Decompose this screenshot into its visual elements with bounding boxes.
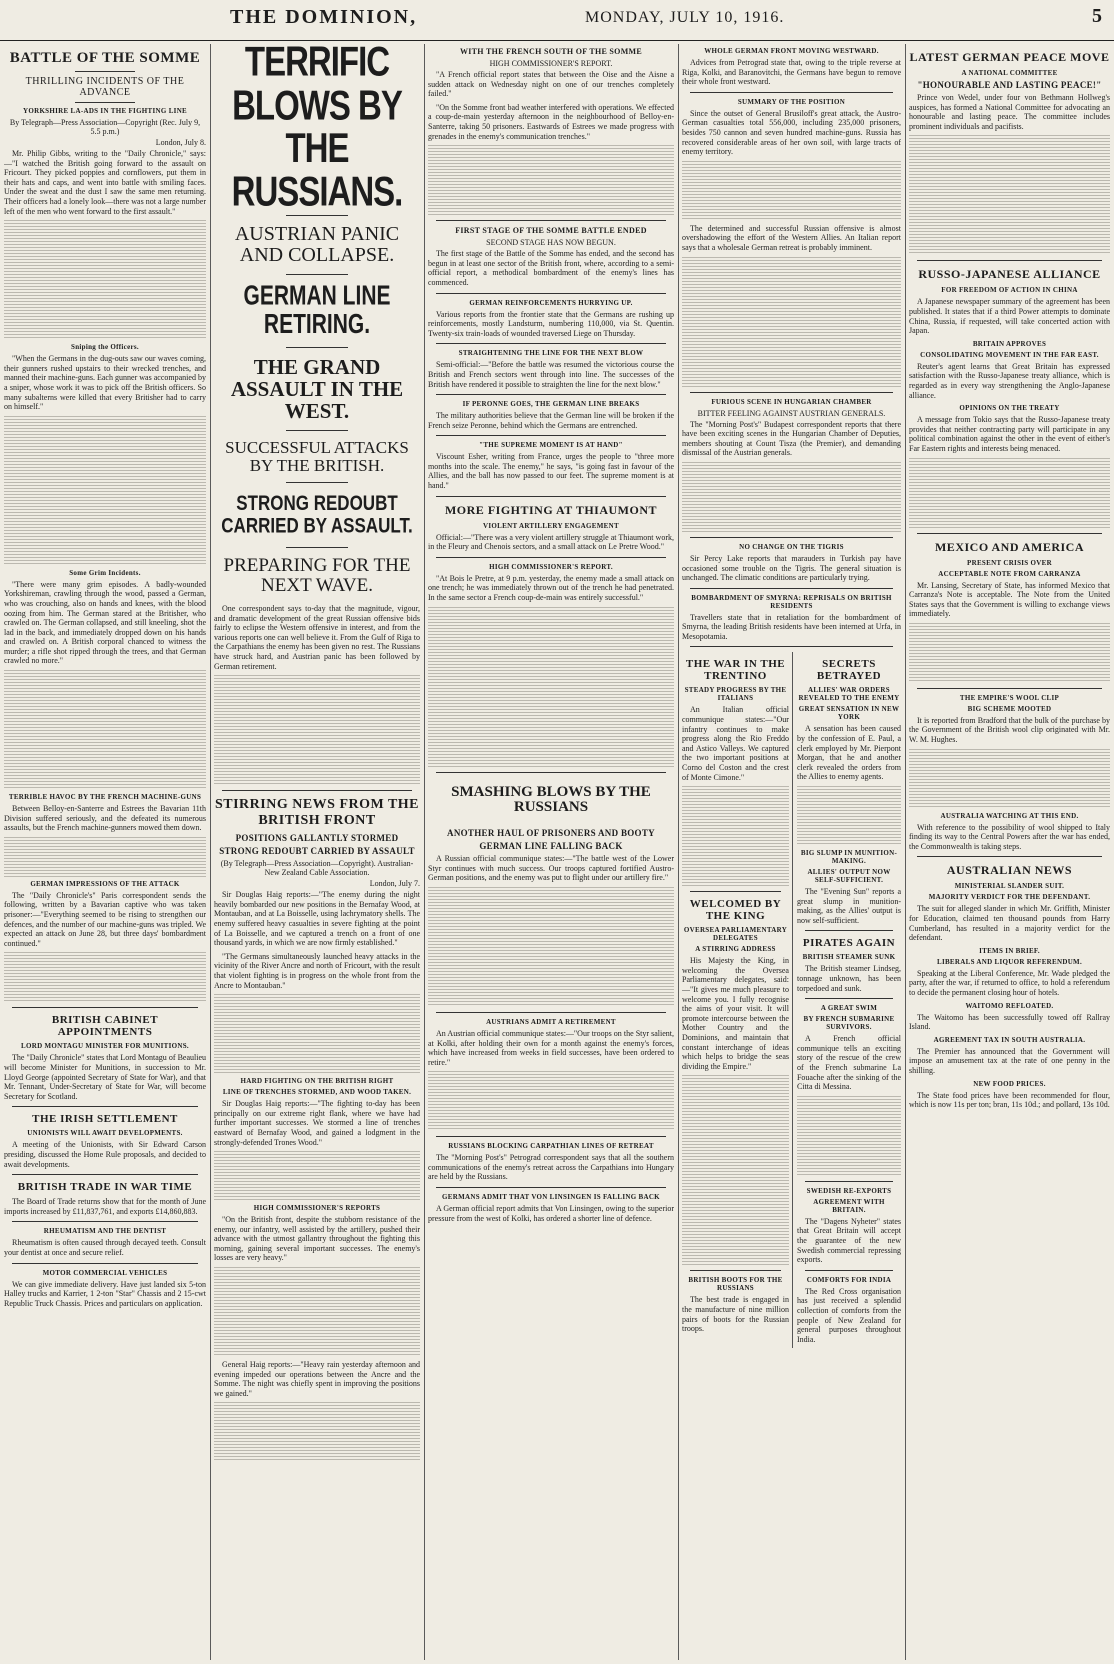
body-text-block: [214, 1402, 420, 1462]
article-paragraph: Sir Douglas Haig reports:—"The fighting to-day has been principally on our extreme right flank, where we have had further important successes. We stormed a line of trenches eastward of Bernafay Wood, and gained a lodgment in the strongly-defended Trones Wood.": [214, 1099, 420, 1147]
article-paragraph: Mr. Lansing, Secretary of State, has informed Mexico that Carranza's Note is acceptable. The Note from the United States says that the Government is willing to exchange views immediately.: [909, 580, 1110, 619]
article-paragraph: A meeting of the Unionists, with Sir Edward Carson presiding, discussed the Home Rule proposals, and decided to await developments.: [4, 1140, 206, 1169]
subhead: SECOND STAGE HAS NOW BEGUN.: [486, 238, 616, 248]
column-rule: [210, 44, 211, 1660]
divider: [12, 1263, 198, 1264]
article-paragraph: One correspondent says to-day that the magnitude, vigour, and dramatic development of the great Russian offensive bids fairly to eclipse the Western offensive in interest, and from the various reports one can well believe it. From the Gulf of Riga to the Carpathians the enemy has been given no rest. The Russians have struck hard, and Austrian panic has been followed by German retirement.: [214, 604, 420, 671]
column-5: [909, 44, 1110, 1660]
article-paragraph: A Russian official communique states:—"The battle west of the Lower Styr continues with much success. Our troops captured fortified Austro-German positions, and the enemy was put to flight under our artillery fire.": [428, 854, 674, 883]
article-paragraph: The "Dagens Nyheter" states that Great Britain will accept the guarantee of the new Swedish commercial repressing exports.: [796, 1216, 901, 1265]
headline: SUCCESSFUL ATTACKS BY THE BRITISH.: [225, 437, 409, 475]
article-paragraph: Mr. Philip Gibbs, writing to the "Daily Chronicle," says:—"I watched the British going forward to the assault on Fricourt. They picked poppies and cornflowers, put them in their hats and caps, and went into battle with smiling faces. Under the sweat and the dust I saw the same men returning. Their officers had a lonely look—there was not a large number left of the men who went forward to the first assault.": [4, 149, 206, 216]
article-paragraph: Speaking at the Liberal Conference, Mr. Wade pledged the party, after the war, if returned to office, to hold a referendum to decide the permanent closing hour of hotels.: [909, 968, 1110, 997]
article-paragraph: A Japanese newspaper summary of the agreement has been published. It states that if a third Power attempts to dominate China, Russia, if requested, will take concerted action with Japan.: [909, 297, 1110, 336]
subhead: ALLIES' WAR ORDERS REVEALED TO THE ENEMY: [798, 686, 900, 703]
divider: [12, 1174, 198, 1175]
headline: SECRETS BETRAYED: [816, 658, 882, 683]
divider: [690, 537, 893, 538]
article-paragraph: The Waitomo has been successfully towed off Rallray Island.: [909, 1012, 1110, 1032]
subhead: MAJORITY VERDICT FOR THE DEFENDANT.: [928, 893, 1091, 902]
column-1: [4, 44, 206, 1660]
headline: BRITISH TRADE IN WAR TIME: [17, 1181, 193, 1194]
subhead: POSITIONS GALLANTLY STORMED: [235, 833, 399, 844]
article-paragraph: Rheumatism is often caused through decayed teeth. Consult your dentist at once and secure relief.: [4, 1238, 206, 1257]
divider: [690, 588, 893, 589]
article-paragraph: The "Evening Sun" reports a great slump in munition-making, as the Allies' output is now self-sufficient.: [796, 887, 901, 925]
article-paragraph: "On the Somme front bad weather interfered with operations. We effected a coup-de-main yesterday afternoon in the neighbourhood of Belloy-en-Santerre, taking 50 prisoners. Eastwards of Estrees we made progress with grenades in the enemy's communication trenches.": [428, 102, 674, 141]
column-4: [682, 44, 901, 1660]
column-3: [428, 44, 674, 1660]
subhead: Some Grim Incidents.: [69, 568, 141, 577]
article-paragraph: The "Daily Chronicle" states that Lord Montagu of Beaulieu will become Minister for Munitions, in succession to Mr. Lloyd George (appointed Secretary of State for War), and that Mr. Tennant, Under-Secretary of State for War, will become Secretary for Scotland.: [4, 1053, 206, 1101]
subhead: STEADY PROGRESS BY THE ITALIANS: [684, 686, 787, 703]
divider: [286, 482, 348, 483]
divider: [690, 392, 893, 393]
body-text-block: [682, 462, 901, 532]
subhead: PRESENT CRISIS OVER: [967, 558, 1052, 567]
subhead: OPINIONS ON THE TREATY: [959, 404, 1060, 413]
subhead: ALLIES' OUTPUT NOW SELF-SUFFICIENT.: [807, 868, 891, 885]
headline: AUSTRIAN PANIC AND COLLAPSE.: [234, 222, 400, 266]
subhead: IF PERONNE GOES, THE GERMAN LINE BREAKS: [462, 400, 640, 409]
subhead: HIGH COMMISSIONER'S REPORT.: [489, 562, 613, 571]
article-paragraph: Semi-official:—"Before the battle was resumed the victorious course the British and French sectors went through into line. The successes of the British have rendered it possible to straighten the line for the next blow.": [428, 360, 674, 389]
article-paragraph: A French official communique tells an exciting story of the rescue of the crew of the French submarine La Fouache after the sinking of the Citta di Messina.: [796, 1034, 901, 1092]
article-paragraph: His Majesty the King, in welcoming the Oversea Parliamentary delegates, said:—"It gives me much pleasure to welcome you. I fully recognise the aims of your visit. It will promote intercourse between the Mother Country and the Dominions, and maintain that constant interchange of ideas which helps to bridge the seas dividing the Empire.": [682, 956, 789, 1071]
body-text-block: [4, 952, 206, 1002]
article-paragraph: Since the outset of General Brusiloff's great attack, the Austro-German casualties total 556,000, including 235,000 prisoners, besides 750 cannon and seven hundred machine-guns. Russia has recovered considerable areas of her own soil, with large tracts of enemy territory.: [682, 108, 901, 157]
headline: THE GRAND ASSAULT IN THE WEST.: [230, 354, 404, 423]
article-paragraph: The suit for alleged slander in which Mr. Griffith, Minister for Education, claimed ten thousand pounds from Harry Cumberland, has resulted in a majority verdict for the defendant.: [909, 904, 1110, 943]
subhead: MOTOR COMMERCIAL VEHICLES: [42, 1268, 168, 1277]
subhead: THRILLING INCIDENTS OF THE ADVANCE: [25, 76, 185, 98]
subhead: ACCEPTABLE NOTE FROM CARRANZA: [938, 569, 1081, 578]
divider: [917, 688, 1102, 689]
article-paragraph: The Premier has announced that the Government will impose an amusement tax at the rate of one penny in the shilling.: [909, 1046, 1110, 1075]
subhead: TERRIBLE HAVOC BY THE FRENCH MACHINE-GUNS: [8, 793, 202, 802]
subcolumn-left: [682, 652, 793, 1348]
divider: [805, 998, 893, 999]
body-text-block: [214, 994, 420, 1074]
article-paragraph: The Board of Trade returns show that for the month of June imports increased by £11,837,761, and exports £14,860,883.: [4, 1197, 206, 1216]
subhead: BIG SCHEME MOOTED: [967, 704, 1052, 713]
divider: [917, 260, 1102, 261]
column-rule: [678, 44, 679, 1660]
body-text-block: [682, 1075, 789, 1265]
article-paragraph: The Red Cross organisation has just received a splendid collection of comforts from the people of New Zealand for general purposes throughout India.: [796, 1286, 901, 1344]
subhead: LINE OF TRENCHES STORMED, AND WOOD TAKEN.: [222, 1088, 412, 1097]
article-paragraph: Prince von Wedel, under four von Bethmann Hollweg's auspices, has formed a National Committee for advocating an honourable and lasting peace. The committee includes prominent individuals and pacifists.: [909, 93, 1110, 131]
subhead: WHOLE GERMAN FRONT MOVING WESTWARD.: [704, 47, 879, 55]
article-paragraph: It is reported from Bradford that the bulk of the purchase by the Government of the British wool clip originated with Mr. W. M. Hughes.: [909, 715, 1110, 745]
two-column-section: [682, 652, 901, 1348]
headline: RUSSO-JAPANESE ALLIANCE: [918, 267, 1101, 282]
subhead: AGREEMENT TAX IN SOUTH AUSTRALIA.: [933, 1035, 1086, 1044]
body-text-block: [428, 607, 674, 767]
headline: MEXICO AND AMERICA: [934, 539, 1084, 554]
article-paragraph: "There were many grim episodes. A badly-wounded Yorkshireman, crawling through the wood, passed a German, who was crouching, also on hands and knees, with the blood oozing from him. The German stared at the Britisher, who crawled on. The German collapsed, and still kneeling, shot the lad in the back, and immediately dropped down on his hands and crawled on. A British corporal chanced to witness the murder; a rifle shot ripped through the trees, and that German crawled no more.": [4, 579, 206, 666]
subhead: NEW FOOD PRICES.: [973, 1079, 1046, 1088]
headline: THE IRISH SETTLEMENT: [32, 1113, 178, 1126]
divider: [690, 646, 893, 647]
article-paragraph: The first stage of the Battle of the Somme has ended, and the second has begun in at least one sector of the British front, where, according to a semi-official report, a methodical bombardment of the enemy's lines has commenced.: [428, 249, 674, 287]
article-paragraph: "At Bois le Pretre, at 9 p.m. yesterday, the enemy made a small attack on one trench; he was immediately thrown out of the trench he had penetrated. In the same sector a French coup-de-main was entirely successful.": [428, 573, 674, 603]
divider: [286, 274, 348, 275]
article-paragraph: General Haig reports:—"Heavy rain yesterday afternoon and evening impeded our operations between the Ancre and the Somme. The night was chiefly spent in improving the positions we gained.": [214, 1360, 420, 1398]
article-paragraph: The "Morning Post's" Petrograd correspondent says that all the southern communications of the enemy's retreat across the Carpathians into Hungary are held by the Russians.: [428, 1153, 674, 1182]
divider: [805, 1270, 893, 1271]
body-text-block: [4, 837, 206, 877]
subhead: AUSTRALIA WATCHING AT THIS END.: [940, 811, 1079, 820]
article-paragraph: The "Daily Chronicle's" Paris correspondent sends the following, written by a Bavarian captive who was taken prisoner:—"Everything seemed to be rising to strengthen our defences, and the number of our machine-guns was tripled. We expected an attack on June 28, but three days' bombardment continued.": [4, 890, 206, 948]
article-paragraph: Sir Douglas Haig reports:—"The enemy during the night heavily bombarded our new positions in the Bernafay Wood, at Montauban, and at La Boisselle, using lachrymatory shells. The enemy suffered heavy casualties in severe fighting at the point of La Boisselle, and we captured a trench on a front of one thousand yards, in which we are now firmly established.": [214, 890, 420, 948]
divider: [917, 856, 1102, 857]
divider: [436, 293, 666, 294]
column-2: [214, 44, 420, 1660]
divider: [690, 92, 893, 93]
subhead: Sniping the Officers.: [71, 343, 139, 352]
article-paragraph: Travellers state that in retaliation for the bombardment of Smyrna, the leading British residents have been interned at Urfa, in Mesopotamia.: [682, 612, 901, 641]
subhead: GERMAN LINE FALLING BACK: [479, 841, 623, 852]
page-number: 5: [1092, 5, 1102, 27]
body-text-block: [909, 623, 1110, 683]
subhead: SWEDISH RE-EXPORTS: [806, 1186, 892, 1195]
divider: [75, 71, 136, 72]
subhead: FURIOUS SCENE IN HUNGARIAN CHAMBER: [711, 397, 872, 406]
divider: [690, 1270, 781, 1271]
body-text-block: [428, 1071, 674, 1131]
divider: [690, 891, 781, 892]
divider: [805, 1181, 893, 1182]
issue-date: MONDAY, JULY 10, 1916.: [585, 9, 785, 26]
article-paragraph: A message from Tokio says that the Russo-Japanese treaty provides that neither contracting party will participate in any political combination against the other in the event of either's Far Eastern rights and interests being menaced.: [909, 415, 1110, 453]
subhead: AUSTRIANS ADMIT A RETIREMENT: [486, 1017, 616, 1026]
subhead: WITH THE FRENCH SOUTH OF THE SOMME: [459, 47, 643, 56]
article-paragraph: The "Morning Post's" Budapest correspondent reports that there have been exciting scenes in the Hungarian Chamber of Deputies, members shouting at Count Tisza (the Premier), and demanding dismissal of the Austrian generals.: [682, 419, 901, 458]
body-text-block: [4, 416, 206, 566]
divider: [222, 790, 412, 791]
subhead: OVERSEA PARLIAMENTARY DELEGATES: [683, 926, 788, 943]
divider: [286, 430, 348, 431]
banner-headline: TERRIFIC BLOWS BY THE RUSSIANS.: [231, 44, 403, 215]
divider: [75, 102, 136, 103]
body-text-block: [682, 257, 901, 387]
divider: [12, 1106, 198, 1107]
divider: [286, 547, 348, 548]
headline: SMASHING BLOWS BY THE RUSSIANS: [451, 783, 651, 816]
article-paragraph: Reuter's agent learns that Great Britain has expressed satisfaction with the Russo-Japanese treaty alliance, which is regarded as in every way strengthening the Anglo-Japanese alliance.: [909, 361, 1110, 400]
body-text-block: [428, 145, 674, 215]
article-paragraph: An Austrian official communique states:—"Our troops on the Styr salient, at Kolki, after holding their own for a month against the enemy's forces, which have increased from weeks in field successes, have been ordered to retire.": [428, 1028, 674, 1067]
subhead: MINISTERIAL SLANDER SUIT.: [954, 882, 1065, 891]
subhead: A STIRRING ADDRESS: [695, 945, 776, 954]
subhead: STRONG REDOUBT CARRIED BY ASSAULT: [219, 846, 415, 857]
subhead: YORKSHIRE LA-ADS IN THE FIGHTING LINE: [22, 107, 188, 115]
article-paragraph: The State food prices have been recommended for flour, which is now 11s per ton; bran, 11s 10d.; and pollard, 13s 10d.: [909, 1090, 1110, 1110]
subhead: RHEUMATISM AND THE DENTIST: [43, 1227, 167, 1236]
article-paragraph: With reference to the possibility of wool shipped to Italy finding its way to the Central Powers after the war has ended, the Commonwealth is taking steps.: [909, 822, 1110, 851]
subhead: ITEMS IN BRIEF.: [979, 946, 1040, 955]
divider: [12, 1221, 198, 1222]
dateline: London, July 8.: [155, 138, 206, 147]
article-paragraph: A sensation has been caused by the confession of E. Paul, a clerk employed by Mr. Pierpont Morgan, that he and another clerk revealed the orders from the Allies to enemy agents.: [796, 724, 901, 782]
headline: AUSTRALIAN NEWS: [946, 863, 1073, 878]
article-paragraph: Sir Percy Lake reports that marauders in Turkish pay have occasioned some trouble on the Tigris. The general situation is unchanged. The climatic conditions are particularly trying.: [682, 553, 901, 583]
article-paragraph: The military authorities believe that the German line will be broken if the French seize Peronne, behind which the Germans are entrenched.: [428, 411, 674, 430]
masthead: [0, 0, 1114, 41]
subhead: BIG SLUMP IN MUNITION-MAKING.: [800, 849, 898, 866]
body-text-block: [909, 458, 1110, 528]
body-text-block: [909, 135, 1110, 255]
subhead: A NATIONAL COMMITTEE: [961, 69, 1058, 77]
body-text-block: [214, 1151, 420, 1201]
subhead: BOMBARDMENT OF SMYRNA: REPRISALS ON BRITISH RESIDENTS: [691, 593, 892, 610]
article-paragraph: Between Belloy-en-Santerre and Estrees the Bavarian 11th Division suffered seriously, and the defeated its numerous assaults, but the French machine-gunners mowed them down.: [4, 804, 206, 833]
article-paragraph: We can give immediate delivery. Have just landed six 5-ton Halley trucks and Karrier, 1 2-ton "Star" Chassis and 2 15-cwt Republic Truck Chassis. Prices and particulars on application.: [4, 1279, 206, 1308]
divider: [436, 496, 666, 497]
body-text-block: [214, 675, 420, 785]
subhead: "HONOURABLE AND LASTING PEACE!": [917, 80, 1102, 90]
divider: [436, 343, 666, 344]
divider: [436, 772, 666, 773]
divider: [436, 1136, 666, 1137]
body-text-block: [4, 670, 206, 790]
headline-battle-somme: BATTLE OF THE SOMME: [9, 50, 201, 66]
divider: [286, 215, 348, 216]
body-text-block: [797, 1096, 901, 1176]
article-paragraph: "When the Germans in the dug-outs saw our waves coming, their gunners rushed upstairs to their wrecked trenches, and manned their machine-guns. Each gunner was accompanied by a sniper, whose work it was to pick off the British officers. So many subalterns were killed that every Britisher had to carry on himself.": [4, 354, 206, 412]
subhead: BRITISH STEAMER SUNK: [802, 953, 896, 962]
article-paragraph: The British steamer Lindseg, tonnage unknown, has been torpedoed and sunk.: [796, 964, 901, 993]
subhead: NO CHANGE ON THE TIGRIS: [739, 542, 844, 551]
article-paragraph: An Italian official communique states:—"Our infantry continues to make progress along the Rio Freddo and Astico Valleys. We captured the two important positions at Corno del Coston and the crest of Monte Cimone.": [682, 705, 789, 782]
body-text-block: [797, 786, 901, 846]
body-text-block: [428, 887, 674, 1007]
headline: THE WAR IN THE TRENTINO: [685, 658, 786, 683]
article-paragraph: Various reports from the frontier state that the Germans are rushing up reinforcements, mostly Landsturm, numbering 110,000, via St. Quentin. Twenty-six train-loads of wounded traversed Liege on Thursday.: [428, 309, 674, 338]
subhead: GERMAN REINFORCEMENTS HURRYING UP.: [469, 298, 633, 307]
headline: LATEST GERMAN PEACE MOVE: [909, 50, 1110, 64]
headline: MORE FIGHTING AT THIAUMONT: [444, 502, 658, 517]
divider: [436, 220, 666, 221]
column-rule: [905, 44, 906, 1660]
credit-line: By Telegraph—Press Association—Copyright (Rec. July 9, 5.5 p.m.): [9, 118, 201, 136]
subhead: HARD FIGHTING ON THE BRITISH RIGHT: [240, 1077, 394, 1086]
subhead: BY FRENCH SUBMARINE SURVIVORS.: [803, 1015, 895, 1032]
article-paragraph: "A French official report states that between the Oise and the Aisne a sudden attack on Wednesday night on one of our trenches completely failed.": [428, 70, 674, 99]
subhead: COMFORTS FOR INDIA: [806, 1275, 892, 1284]
article-paragraph: The best trade is engaged in the manufacture of nine million pairs of boots for the Russian troops.: [682, 1295, 789, 1334]
subhead: LIBERALS AND LIQUOR REFERENDUM.: [936, 957, 1083, 966]
body-text-block: [682, 161, 901, 221]
divider: [805, 930, 893, 931]
article-paragraph: Viscount Esher, writing from France, urges the people to "three more months into the scale. The enemy," he says, "is going fast in favour of the Allies, and the ball has now passed to our feet. The supreme moment is at hand.": [428, 452, 674, 491]
subhead: RUSSIANS BLOCKING CARPATHIAN LINES OF RETREAT: [448, 1142, 654, 1151]
subhead: BRITAIN APPROVES: [972, 339, 1047, 348]
article-paragraph: "The Germans simultaneously launched heavy attacks in the vicinity of the River Ancre and north of Fricourt, with the result that violent fighting is in progress on the whole front from the Ancre to Montauban.": [214, 951, 420, 990]
divider: [436, 1187, 666, 1188]
subcolumn-right: [797, 652, 901, 1348]
headline: STRONG REDOUBT CARRIED BY ASSAULT.: [221, 491, 413, 538]
divider: [12, 1007, 198, 1008]
newspaper-title: THE DOMINION,: [230, 6, 418, 28]
subhead: "THE SUPREME MOMENT IS AT HAND": [479, 441, 623, 450]
subhead: HIGH COMMISSIONER'S REPORTS: [253, 1204, 381, 1213]
subhead: VIOLENT ARTILLERY ENGAGEMENT: [483, 521, 619, 530]
body-text-block: [214, 1267, 420, 1357]
subhead: WAITOMO REFLOATED.: [965, 1001, 1054, 1010]
headline: WELCOMED BY THE KING: [689, 898, 782, 923]
body-text-block: [909, 749, 1110, 809]
article-paragraph: "On the British front, despite the stubborn resistance of the enemy, our infantry, well assisted by the artillery, pushed their advance with the utmost gallantry throughout the fighting this morning, gaining several important successes. The enemy's losses are very heavy.": [214, 1215, 420, 1263]
subhead: CONSOLIDATING MOVEMENT IN THE FAR EAST.: [920, 350, 1099, 359]
subhead: BITTER FEELING AGAINST AUSTRIAN GENERALS.: [697, 408, 886, 418]
headline: GERMAN LINE RETIRING.: [243, 280, 391, 340]
divider: [436, 1012, 666, 1013]
subhead: STRAIGHTENING THE LINE FOR THE NEXT BLOW: [458, 349, 644, 358]
subhead: AGREEMENT WITH BRITAIN.: [813, 1197, 885, 1214]
subhead: FIRST STAGE OF THE SOMME BATTLE ENDED: [455, 226, 647, 236]
divider: [917, 533, 1102, 534]
article-paragraph: A German official report admits that Von Linsingen, owing to the superior pressure from the west of Kolki, has ordered a shorter line of defence.: [428, 1204, 674, 1223]
column-rule: [424, 44, 425, 1660]
body-text-block: [682, 786, 789, 886]
dateline: London, July 7.: [369, 879, 420, 889]
headline: PREPARING FOR THE NEXT WAVE.: [223, 555, 411, 597]
subhead: ANOTHER HAUL OF PRISONERS AND BOOTY: [447, 828, 655, 839]
subhead: BRITISH BOOTS FOR THE RUSSIANS: [688, 1276, 783, 1293]
article-paragraph: The determined and successful Russian offensive is almost overshadowing the effort of the Western Allies. An Italian report says that a wholesale German retreat is probably imminent.: [682, 223, 901, 252]
subhead: THE EMPIRE'S WOOL CLIP: [959, 693, 1060, 702]
divider: [436, 394, 666, 395]
headline: STIRRING NEWS FROM THE BRITISH FRONT: [214, 797, 420, 829]
subhead: UNIONISTS WILL AWAIT DEVELOPMENTS.: [27, 1129, 183, 1138]
subhead: A GREAT SWIM: [820, 1004, 878, 1013]
credit-line: (By Telegraph—Press Association—Copyright). Australian-New Zealand Cable Association.: [220, 859, 414, 878]
headline: PIRATES AGAIN: [802, 937, 896, 950]
subhead: FOR FREEDOM OF ACTION IN CHINA: [941, 286, 1078, 295]
subhead: LORD MONTAGU MINISTER FOR MUNITIONS.: [21, 1042, 189, 1051]
headline: BRITISH CABINET APPOINTMENTS: [51, 1014, 159, 1039]
divider: [436, 557, 666, 558]
article-paragraph: Advices from Petrograd state that, owing to the triple reverse at Riga, Kolki, and Baranovitchi, the Germans have begun to remove their whole front westward.: [682, 58, 901, 87]
divider: [436, 435, 666, 436]
subhead: GERMANS ADMIT THAT VON LINSINGEN IS FALLING BACK: [442, 1193, 660, 1202]
subhead: GREAT SENSATION IN NEW YORK: [798, 705, 900, 722]
article-paragraph: Official:—"There was a very violent artillery struggle at Thiaumont work, in the Fleury and Chenois sectors, and a small attack on Le Pretre Wood.": [428, 532, 674, 552]
subhead: GERMAN IMPRESSIONS OF THE ATTACK: [30, 879, 180, 888]
divider: [286, 347, 348, 348]
subhead: SUMMARY OF THE POSITION: [737, 97, 846, 106]
subhead: HIGH COMMISSIONER'S REPORT.: [489, 59, 613, 68]
body-text-block: [4, 220, 206, 340]
